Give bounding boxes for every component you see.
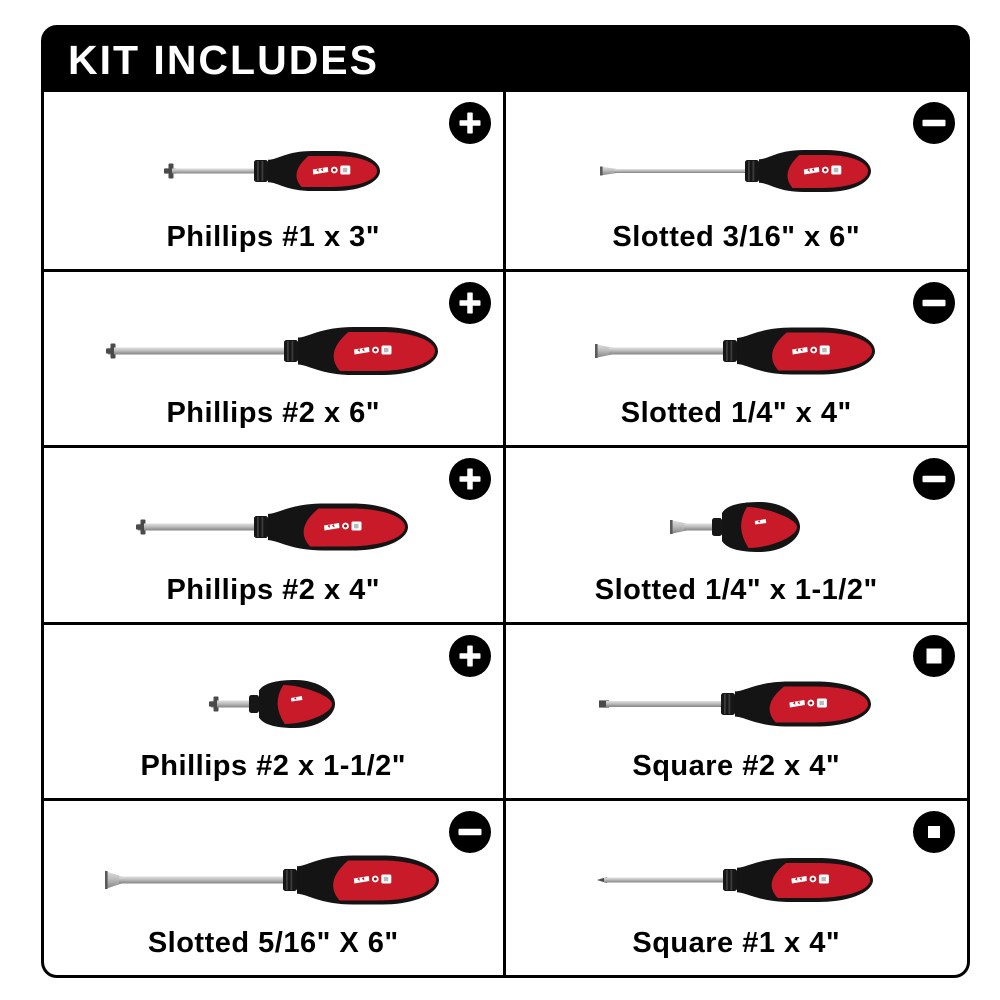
kit-item-label: Slotted 1/4" x 4"	[620, 397, 852, 430]
screwdriver-svg	[105, 847, 441, 913]
kit-item-label: Square #1 x 4"	[632, 927, 841, 959]
kit-item-cell	[44, 445, 506, 622]
kit-item-label: Phillips #2 x 6"	[166, 397, 381, 430]
kit-item-cell	[44, 92, 506, 269]
kit-item-label: Slotted 3/16" x 6"	[612, 220, 861, 253]
kit-item-cell	[506, 798, 968, 975]
screwdriver-image	[506, 671, 968, 737]
screwdriver-image	[44, 847, 503, 913]
kit-grid	[44, 92, 967, 975]
screwdriver-svg	[136, 494, 410, 560]
screwdriver-svg	[209, 671, 337, 737]
kit-item-cell	[44, 798, 506, 975]
kit-item-label: Slotted 1/4" x 1-1/2"	[594, 573, 878, 606]
kit-item-cell	[506, 269, 968, 446]
screwdriver-svg	[597, 847, 875, 913]
screwdriver-image	[44, 494, 503, 560]
kit-item-label: Phillips #2 x 1-1/2"	[140, 750, 407, 783]
screwdriver-svg	[164, 138, 382, 204]
kit-item-cell	[44, 622, 506, 799]
kit-item-label: Square #2 x 4"	[632, 750, 841, 783]
kit-item-label: Phillips #1 x 3"	[166, 220, 381, 253]
screwdriver-svg	[599, 671, 873, 737]
screwdriver-image	[506, 318, 968, 384]
screwdriver-image	[506, 138, 968, 204]
kit-header-title: KIT INCLUDES	[68, 36, 379, 83]
kit-header	[44, 28, 967, 92]
kit-item-label: Phillips #2 x 4"	[166, 573, 381, 606]
kit-includes-panel	[41, 25, 970, 978]
screwdriver-image	[506, 494, 968, 560]
kit-item-label: Slotted 5/16" X 6"	[147, 927, 399, 959]
kit-item-cell	[506, 445, 968, 622]
screwdriver-svg	[600, 138, 873, 204]
kit-item-cell	[44, 269, 506, 446]
screwdriver-svg	[595, 318, 877, 384]
screwdriver-image	[44, 318, 503, 384]
kit-item-cell	[506, 622, 968, 799]
screwdriver-image	[44, 671, 503, 737]
screwdriver-svg	[106, 318, 440, 384]
screwdriver-image	[44, 138, 503, 204]
kit-item-cell	[506, 92, 968, 269]
screwdriver-image	[506, 847, 968, 913]
screwdriver-svg	[670, 494, 802, 560]
